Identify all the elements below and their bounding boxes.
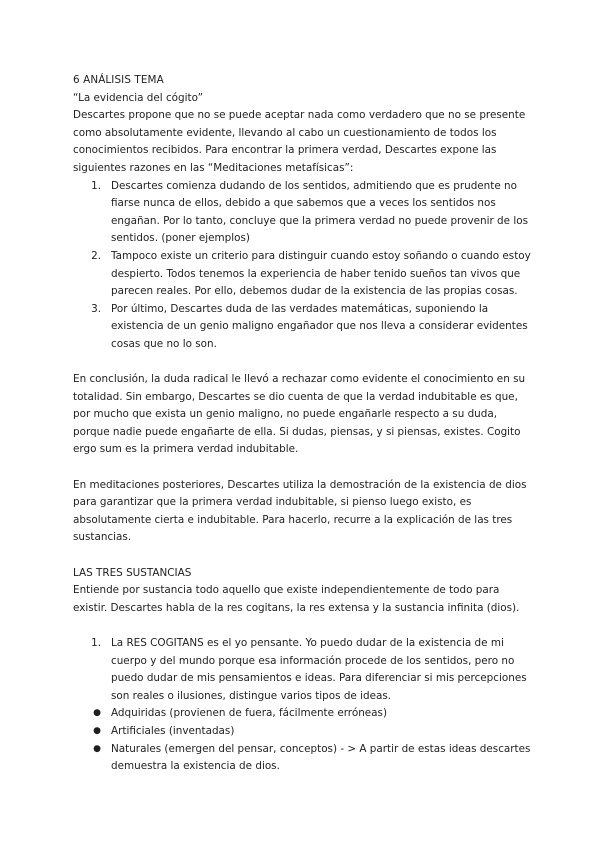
spacer (73, 459, 531, 477)
list-item (73, 705, 531, 723)
list-item-text: Descartes comienza dudando de los sentidos, admitiendo que es prudente no fiarse nunca de ellos, debido a que sabemos que a veces los sentidos nos engañan. Por lo tanto, concluye que la primera verdad no puede provenir de los sentidos. (poner ejemplos) (111, 179, 528, 245)
list-number: 2. (91, 249, 101, 262)
list-item-text: Por último, Descartes duda de las verdades matemáticas, suponiendo la existencia de un genio maligno engañador que nos lleva a considerar evidentes cosas que no lo son. (111, 302, 528, 350)
intro-paragraph: Descartes propone que no se puede aceptar nada como verdadero que no se presente como absolutamente evidente, llevando al cabo un cuestionamiento de todos los conocimientos recibidos. Para encontrar la primera verdad, Descartes expone las siguientes razones en las “Meditaciones metafísicas”: (73, 109, 526, 174)
list-number: 1. (91, 637, 101, 649)
list-item (73, 741, 531, 776)
bullet-icon: ● (93, 725, 101, 736)
bullet-icon: ● (93, 708, 101, 719)
conclusion-paragraph: En conclusión, la duda radical le llevó a rechazar como evidente el conocimiento en su totalidad. Sin embargo, Descartes se dio cuenta de que la verdad indubitable es que, por mucho que exista un genio maligno, no puede engañarle respecto a su duda, porque nadie puede engañarte de ella. Si dudas, piensas, y si piensas, existes. Cogito ergo sum es la primera verdad indubitable. (73, 373, 526, 456)
list-item (73, 248, 531, 301)
section-subtitle: “La evidencia del cógito” (73, 91, 203, 104)
list-item (73, 723, 531, 741)
idea-types-list (73, 705, 531, 775)
section-heading: 6 ANÁLISIS TEMA (73, 74, 164, 86)
list-item (73, 635, 531, 705)
list-number: 3. (91, 302, 101, 315)
list-item (73, 301, 531, 354)
spacer (73, 617, 531, 635)
substances-heading: LAS TRES SUSTANCIAS (73, 566, 192, 579)
list-item-text: La RES COGITANS es el yo pensante. Yo puedo dudar de la existencia de mi cuerpo y del mundo porque esa información procede de los sentidos, pero no puedo dudar de mis pensamientos e ideas. Para diferenciar si mis percepciones son reales o ilusiones, distingue varios tipos de ideas. (111, 637, 527, 702)
substances-list (73, 635, 531, 705)
substances-intro: Entiende por sustancia todo aquello que existe independientemente de todo para existir. Descartes habla de la res cogitans, la res extensa y la sustancia infinita (dios). (73, 584, 520, 614)
list-item-text: Artificiales (inventadas) (111, 724, 235, 737)
list-item-text: Naturales (emergen del pensar, conceptos) - > A partir de estas ideas descartes demuestra la existencia de dios. (111, 742, 531, 773)
list-item (73, 178, 531, 248)
spacer (73, 547, 531, 565)
reasons-list (73, 178, 531, 354)
list-number: 1. (91, 179, 101, 192)
document-page (73, 72, 531, 776)
list-item-text: Adquiridas (provienen de fuera, fácilmente erróneas) (111, 707, 388, 720)
list-item-text: Tampoco existe un criterio para distinguir cuando estoy soñando o cuando estoy despierto. Todos tenemos la experiencia de haber tenido sueños tan vivos que parecen reales. Por ello, debemos dudar de la existencia de las propias cosas. (111, 249, 531, 298)
spacer (73, 354, 531, 372)
meditations-paragraph: En meditaciones posteriores, Descartes utiliza la demostración de la existencia de dios para garantizar que la primera verdad indubitable, si pienso luego existo, es absolutamente cierta e indubitable. Para hacerlo, recurre a la explicación de las tres sustancias. (73, 478, 527, 544)
bullet-icon: ● (93, 743, 101, 754)
